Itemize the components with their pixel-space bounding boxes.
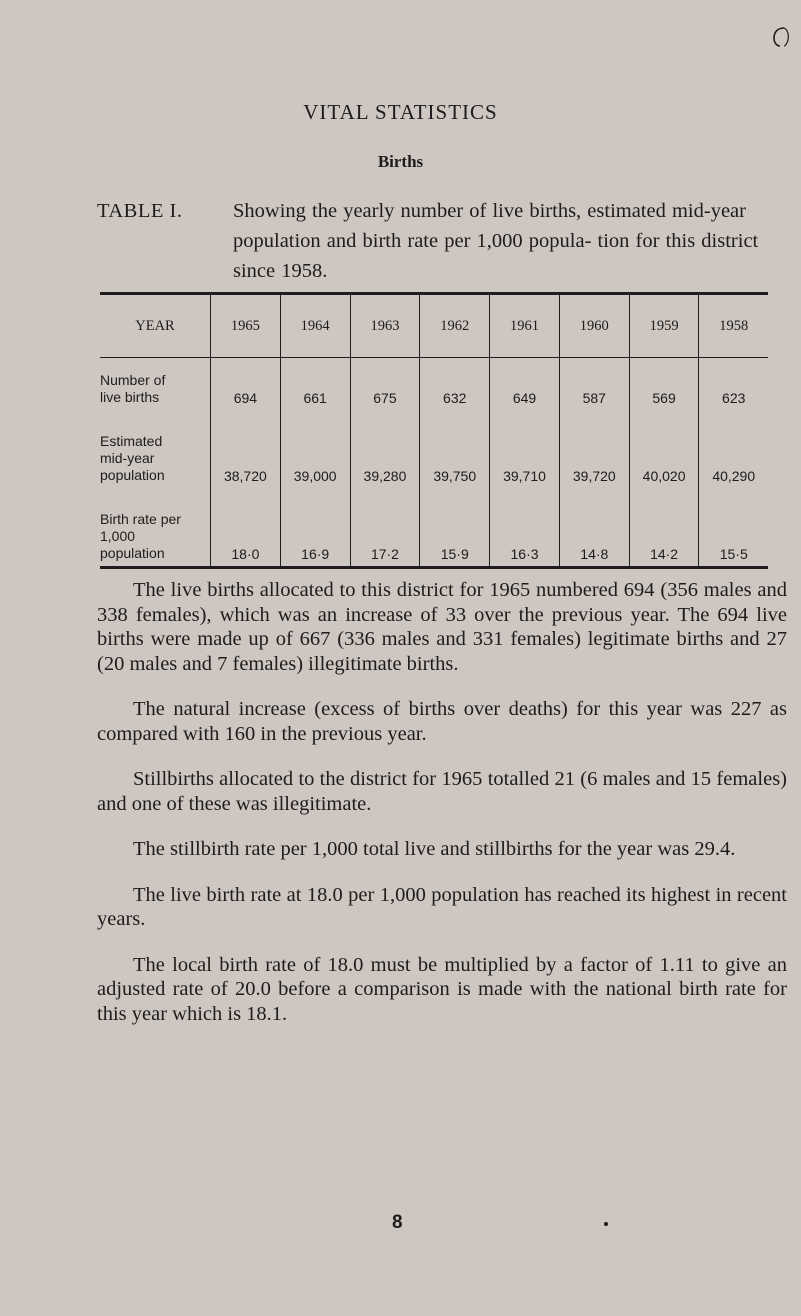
row-label: Number of live births bbox=[100, 372, 166, 405]
table-cell: 675 bbox=[350, 358, 420, 411]
table-cell: 16·9 bbox=[280, 488, 350, 568]
table-cell: 39,750 bbox=[420, 410, 490, 488]
year-column-header: 1962 bbox=[420, 294, 490, 358]
table-cell: 17·2 bbox=[350, 488, 420, 568]
body-text bbox=[97, 578, 787, 1047]
table-cell: 15·5 bbox=[699, 488, 768, 568]
table-cell: 39,280 bbox=[350, 410, 420, 488]
year-column-header: 1958 bbox=[699, 294, 768, 358]
paragraph: The live birth rate at 18.0 per 1,000 population has reached its highest in recent years. bbox=[97, 883, 787, 930]
table-cell: 587 bbox=[559, 358, 629, 411]
row-label: Birth rate per 1,000 population bbox=[100, 511, 181, 561]
corner-mark-icon bbox=[772, 26, 790, 48]
table-cell: 39,000 bbox=[280, 410, 350, 488]
table-caption-text: Showing the yearly number of live births, estimated mid-year population and birth rate per 1,000 popula- tion for this district since 1958. bbox=[233, 200, 759, 282]
table-cell: 40,290 bbox=[699, 410, 768, 488]
table-caption bbox=[97, 196, 787, 286]
paragraph: The stillbirth rate per 1,000 total live and stillbirths for the year was 29.4. bbox=[133, 838, 736, 860]
year-header: YEAR bbox=[100, 294, 211, 358]
stray-dot bbox=[604, 1222, 608, 1226]
year-column-header: 1963 bbox=[350, 294, 420, 358]
paragraph: The local birth rate of 18.0 must be multiplied by a factor of 1.11 to give an adjusted rate of 20.0 before a comparison is made with the national birth rate for this year which is 18.1. bbox=[97, 953, 787, 1025]
table-cell: 14·2 bbox=[629, 488, 699, 568]
year-column-header: 1965 bbox=[211, 294, 281, 358]
row-label: Estimated mid-year population bbox=[100, 433, 165, 483]
table-cell: 18·0 bbox=[211, 488, 281, 568]
paragraph: Stillbirths allocated to the district for 1965 totalled 21 (6 males and 15 females) and one of these was illegitimate. bbox=[97, 768, 787, 815]
year-column-header: 1964 bbox=[280, 294, 350, 358]
table-row bbox=[100, 358, 768, 411]
year-column-header: 1960 bbox=[559, 294, 629, 358]
vital-statistics-table bbox=[100, 292, 768, 569]
page-number: 8 bbox=[392, 1212, 403, 1233]
paragraph: The live births allocated to this district for 1965 numbered 694 (356 males and 338 females), which was an increase of 33 over the previous year. The 694 live births were made up of 667 (336 males and 331 females) legitimate births and 27 (20 males and 7 females) illegitimate births. bbox=[97, 579, 787, 675]
table-cell: 39,720 bbox=[559, 410, 629, 488]
table-cell: 649 bbox=[490, 358, 560, 411]
paragraph: The natural increase (excess of births over deaths) for this year was 227 as compared with 160 in the previous year. bbox=[97, 698, 787, 745]
table-cell: 623 bbox=[699, 358, 768, 411]
table-cell: 14·8 bbox=[559, 488, 629, 568]
year-column-header: 1959 bbox=[629, 294, 699, 358]
table-cell: 38,720 bbox=[211, 410, 281, 488]
table-row bbox=[100, 410, 768, 488]
table-cell: 632 bbox=[420, 358, 490, 411]
table-cell: 40,020 bbox=[629, 410, 699, 488]
table-caption-lead: TABLE I. bbox=[97, 200, 183, 222]
table-cell: 39,710 bbox=[490, 410, 560, 488]
table-row bbox=[100, 488, 768, 568]
table-cell: 694 bbox=[211, 358, 281, 411]
table-cell: 16·3 bbox=[490, 488, 560, 568]
table-cell: 15·9 bbox=[420, 488, 490, 568]
table-cell: 661 bbox=[280, 358, 350, 411]
table-header-row bbox=[100, 294, 768, 358]
year-column-header: 1961 bbox=[490, 294, 560, 358]
page-title: VITAL STATISTICS bbox=[303, 100, 498, 124]
section-subtitle: Births bbox=[377, 152, 424, 171]
table-cell: 569 bbox=[629, 358, 699, 411]
